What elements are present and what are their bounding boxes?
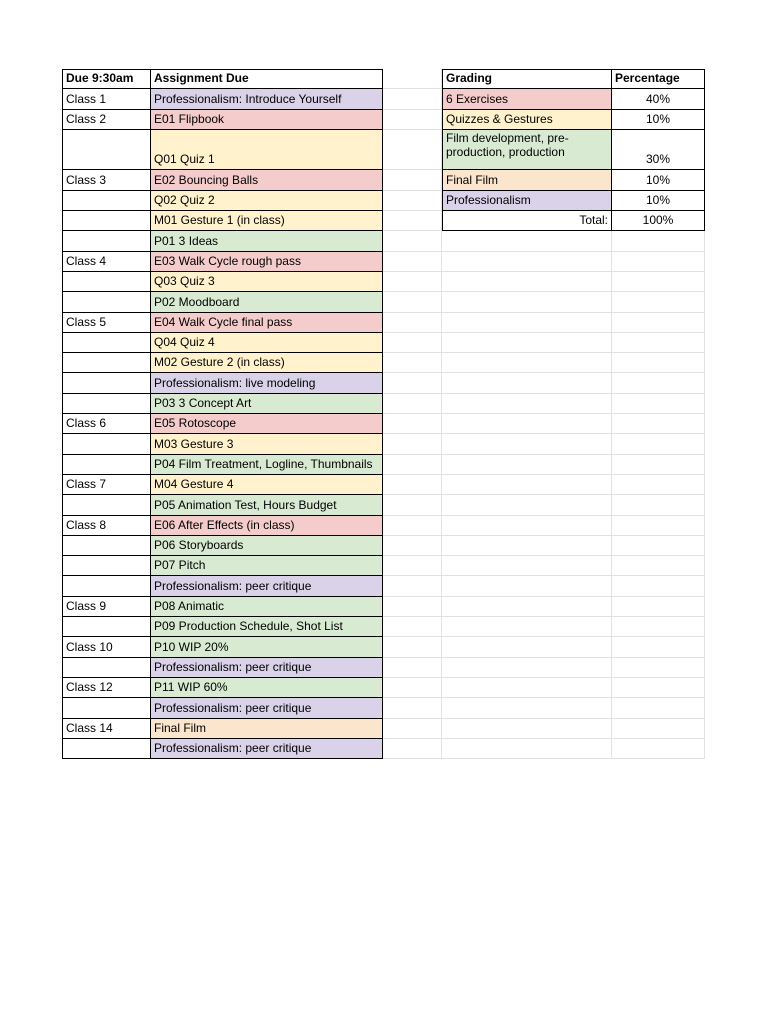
empty-cell[interactable] xyxy=(383,719,442,739)
assignment-cell[interactable]: E01 Flipbook xyxy=(151,110,383,130)
empty-cell[interactable] xyxy=(383,536,442,556)
empty-cell[interactable] xyxy=(612,658,705,678)
grading-label[interactable]: 6 Exercises xyxy=(442,89,612,109)
empty-cell[interactable] xyxy=(612,414,705,434)
empty-cell[interactable] xyxy=(612,434,705,454)
empty-cell[interactable] xyxy=(383,516,442,536)
empty-cell[interactable] xyxy=(383,678,442,698)
class-label[interactable]: Class 12 xyxy=(62,678,151,698)
class-label[interactable] xyxy=(62,373,151,393)
class-label[interactable]: Class 8 xyxy=(62,516,151,536)
spreadsheet-grid xyxy=(62,69,705,759)
empty-cell[interactable] xyxy=(612,231,705,251)
empty-cell[interactable] xyxy=(612,576,705,596)
assignment-cell[interactable]: P09 Production Schedule, Shot List xyxy=(151,617,383,637)
empty-cell[interactable] xyxy=(612,617,705,637)
class-label[interactable] xyxy=(62,455,151,475)
assignment-cell[interactable]: P11 WIP 60% xyxy=(151,678,383,698)
empty-cell[interactable] xyxy=(442,698,612,718)
assignment-cell[interactable]: P05 Animation Test, Hours Budget xyxy=(151,495,383,515)
empty-cell[interactable] xyxy=(442,576,612,596)
empty-cell[interactable] xyxy=(442,495,612,515)
assignment-cell[interactable]: P07 Pitch xyxy=(151,556,383,576)
empty-cell[interactable] xyxy=(442,719,612,739)
assignment-cell[interactable]: M04 Gesture 4 xyxy=(151,475,383,495)
empty-cell[interactable] xyxy=(612,313,705,333)
grading-label[interactable]: Film development, pre-production, production xyxy=(442,130,612,171)
empty-cell[interactable] xyxy=(383,170,442,190)
empty-cell[interactable] xyxy=(442,414,612,434)
empty-cell[interactable] xyxy=(612,739,705,759)
empty-cell[interactable] xyxy=(442,617,612,637)
empty-cell[interactable] xyxy=(612,698,705,718)
class-label[interactable] xyxy=(62,576,151,596)
empty-cell[interactable] xyxy=(383,637,442,657)
assignment-cell[interactable]: M01 Gesture 1 (in class) xyxy=(151,211,383,231)
assignment-cell[interactable]: P02 Moodboard xyxy=(151,292,383,312)
class-label[interactable] xyxy=(62,434,151,454)
empty-cell[interactable] xyxy=(442,394,612,414)
empty-cell[interactable] xyxy=(612,637,705,657)
assignment-cell[interactable]: Q03 Quiz 3 xyxy=(151,272,383,292)
empty-cell[interactable] xyxy=(383,597,442,617)
empty-cell[interactable] xyxy=(383,353,442,373)
empty-cell[interactable] xyxy=(612,495,705,515)
empty-cell[interactable] xyxy=(442,434,612,454)
assignment-cell[interactable]: Q02 Quiz 2 xyxy=(151,191,383,211)
empty-cell[interactable] xyxy=(383,739,442,759)
empty-cell[interactable] xyxy=(383,576,442,596)
class-label[interactable] xyxy=(62,556,151,576)
assignment-cell[interactable]: Final Film xyxy=(151,719,383,739)
empty-cell[interactable] xyxy=(612,353,705,373)
assignment-cell[interactable]: Q04 Quiz 4 xyxy=(151,333,383,353)
header-assignment[interactable]: Assignment Due xyxy=(151,69,383,89)
empty-cell[interactable] xyxy=(383,272,442,292)
assignment-cell[interactable]: P04 Film Treatment, Logline, Thumbnails xyxy=(151,455,383,475)
empty-cell[interactable] xyxy=(383,313,442,333)
empty-cell[interactable] xyxy=(383,89,442,109)
assignment-cell[interactable]: E05 Rotoscope xyxy=(151,414,383,434)
grading-label[interactable]: Professionalism xyxy=(442,191,612,211)
empty-cell[interactable] xyxy=(383,110,442,130)
empty-cell[interactable] xyxy=(612,292,705,312)
class-label[interactable] xyxy=(62,739,151,759)
class-label[interactable]: Class 9 xyxy=(62,597,151,617)
empty-cell[interactable] xyxy=(612,536,705,556)
class-label[interactable] xyxy=(62,231,151,251)
empty-cell[interactable] xyxy=(383,130,442,171)
empty-cell[interactable] xyxy=(442,536,612,556)
empty-cell[interactable] xyxy=(383,69,442,89)
empty-cell[interactable] xyxy=(442,353,612,373)
assignment-cell[interactable]: Professionalism: Introduce Yourself xyxy=(151,89,383,109)
grading-percentage[interactable]: 40% xyxy=(612,89,705,109)
total-label[interactable]: Total: xyxy=(442,211,612,231)
class-label[interactable] xyxy=(62,272,151,292)
class-label[interactable] xyxy=(62,333,151,353)
empty-cell[interactable] xyxy=(612,597,705,617)
assignment-cell[interactable]: P08 Animatic xyxy=(151,597,383,617)
grading-percentage[interactable]: 10% xyxy=(612,191,705,211)
assignment-cell[interactable]: P03 3 Concept Art xyxy=(151,394,383,414)
empty-cell[interactable] xyxy=(383,333,442,353)
empty-cell[interactable] xyxy=(442,313,612,333)
empty-cell[interactable] xyxy=(383,373,442,393)
assignment-cell[interactable]: E04 Walk Cycle final pass xyxy=(151,313,383,333)
header-percentage[interactable]: Percentage xyxy=(612,69,705,89)
assignment-cell[interactable]: E06 After Effects (in class) xyxy=(151,516,383,536)
class-label[interactable]: Class 4 xyxy=(62,252,151,272)
class-label[interactable] xyxy=(62,191,151,211)
empty-cell[interactable] xyxy=(383,414,442,434)
assignment-cell[interactable]: E02 Bouncing Balls xyxy=(151,170,383,190)
empty-cell[interactable] xyxy=(383,617,442,637)
class-label[interactable]: Class 3 xyxy=(62,170,151,190)
assignment-cell[interactable]: P06 Storyboards xyxy=(151,536,383,556)
assignment-cell[interactable]: Professionalism: peer critique xyxy=(151,739,383,759)
empty-cell[interactable] xyxy=(442,252,612,272)
total-value[interactable]: 100% xyxy=(612,211,705,231)
empty-cell[interactable] xyxy=(612,333,705,353)
class-label[interactable]: Class 10 xyxy=(62,637,151,657)
class-label[interactable]: Class 2 xyxy=(62,110,151,130)
empty-cell[interactable] xyxy=(383,495,442,515)
class-label[interactable] xyxy=(62,394,151,414)
empty-cell[interactable] xyxy=(442,678,612,698)
empty-cell[interactable] xyxy=(383,211,442,231)
grading-percentage[interactable]: 30% xyxy=(612,130,705,171)
empty-cell[interactable] xyxy=(442,516,612,536)
assignment-cell[interactable]: M03 Gesture 3 xyxy=(151,434,383,454)
empty-cell[interactable] xyxy=(442,475,612,495)
assignment-cell[interactable]: Q01 Quiz 1 xyxy=(151,130,383,171)
class-label[interactable] xyxy=(62,353,151,373)
empty-cell[interactable] xyxy=(383,394,442,414)
assignment-cell[interactable]: Professionalism: peer critique xyxy=(151,576,383,596)
empty-cell[interactable] xyxy=(442,272,612,292)
empty-cell[interactable] xyxy=(442,597,612,617)
assignment-cell[interactable]: Professionalism: peer critique xyxy=(151,658,383,678)
grading-label[interactable]: Final Film xyxy=(442,170,612,190)
empty-cell[interactable] xyxy=(383,475,442,495)
empty-cell[interactable] xyxy=(442,556,612,576)
empty-cell[interactable] xyxy=(442,658,612,678)
grading-percentage[interactable]: 10% xyxy=(612,110,705,130)
empty-cell[interactable] xyxy=(612,455,705,475)
assignment-cell[interactable]: E03 Walk Cycle rough pass xyxy=(151,252,383,272)
assignment-cell[interactable]: P01 3 Ideas xyxy=(151,231,383,251)
header-grading[interactable]: Grading xyxy=(442,69,612,89)
empty-cell[interactable] xyxy=(383,556,442,576)
class-label[interactable] xyxy=(62,292,151,312)
empty-cell[interactable] xyxy=(383,658,442,678)
empty-cell[interactable] xyxy=(612,272,705,292)
empty-cell[interactable] xyxy=(442,637,612,657)
class-label[interactable]: Class 14 xyxy=(62,719,151,739)
class-label[interactable] xyxy=(62,617,151,637)
empty-cell[interactable] xyxy=(383,292,442,312)
assignment-cell[interactable]: Professionalism: live modeling xyxy=(151,373,383,393)
empty-cell[interactable] xyxy=(612,556,705,576)
class-label[interactable] xyxy=(62,658,151,678)
empty-cell[interactable] xyxy=(612,394,705,414)
assignment-cell[interactable]: M02 Gesture 2 (in class) xyxy=(151,353,383,373)
empty-cell[interactable] xyxy=(383,455,442,475)
empty-cell[interactable] xyxy=(383,231,442,251)
empty-cell[interactable] xyxy=(612,678,705,698)
empty-cell[interactable] xyxy=(612,475,705,495)
empty-cell[interactable] xyxy=(442,373,612,393)
empty-cell[interactable] xyxy=(612,719,705,739)
grading-label[interactable]: Quizzes & Gestures xyxy=(442,110,612,130)
assignment-cell[interactable]: P10 WIP 20% xyxy=(151,637,383,657)
empty-cell[interactable] xyxy=(612,516,705,536)
empty-cell[interactable] xyxy=(442,333,612,353)
empty-cell[interactable] xyxy=(383,191,442,211)
empty-cell[interactable] xyxy=(442,231,612,251)
class-label[interactable]: Class 7 xyxy=(62,475,151,495)
class-label[interactable]: Class 5 xyxy=(62,313,151,333)
class-label[interactable]: Class 6 xyxy=(62,414,151,434)
class-label[interactable] xyxy=(62,211,151,231)
assignment-cell[interactable]: Professionalism: peer critique xyxy=(151,698,383,718)
class-label[interactable] xyxy=(62,495,151,515)
empty-cell[interactable] xyxy=(383,252,442,272)
empty-cell[interactable] xyxy=(442,455,612,475)
header-due[interactable]: Due 9:30am xyxy=(62,69,151,89)
empty-cell[interactable] xyxy=(383,434,442,454)
empty-cell[interactable] xyxy=(383,698,442,718)
class-label[interactable]: Class 1 xyxy=(62,89,151,109)
empty-cell[interactable] xyxy=(612,252,705,272)
class-label[interactable] xyxy=(62,130,151,171)
grading-percentage[interactable]: 10% xyxy=(612,170,705,190)
empty-cell[interactable] xyxy=(442,739,612,759)
empty-cell[interactable] xyxy=(442,292,612,312)
empty-cell[interactable] xyxy=(612,373,705,393)
class-label[interactable] xyxy=(62,698,151,718)
class-label[interactable] xyxy=(62,536,151,556)
